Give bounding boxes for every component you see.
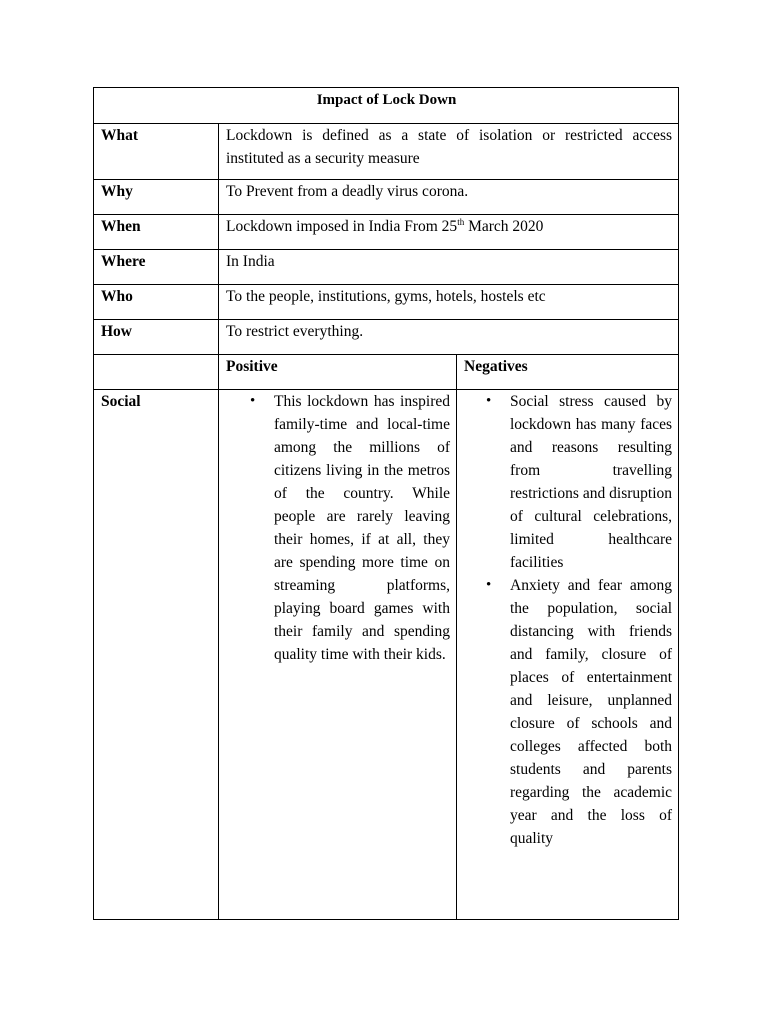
negative-bullet-item: • Anxiety and fear among the population, social distancing with friends and family, closure of places of entertainment and leisure, unplanned closure of schools and colleges affected both students and parents regarding the academic year and the loss of quality (510, 574, 672, 850)
negatives-cell (457, 390, 679, 920)
empty-header-cell (94, 355, 219, 390)
table-row-when (94, 215, 679, 250)
positive-list (226, 390, 450, 666)
column-header-negatives: Negatives (457, 355, 679, 390)
row-label-where: Where (94, 250, 219, 285)
row-text-why: To Prevent from a deadly virus corona. (219, 180, 679, 215)
row-label-who: Who (94, 285, 219, 320)
row-label-how: How (94, 320, 219, 355)
impact-table (93, 87, 679, 920)
positive-cell (219, 390, 457, 920)
when-text-end: March 2020 (464, 218, 544, 235)
table-title-row (94, 88, 679, 124)
table-row-social (94, 390, 679, 920)
row-label-why: Why (94, 180, 219, 215)
table-row-how (94, 320, 679, 355)
row-text-how: To restrict everything. (219, 320, 679, 355)
negative-bullet-item: • Social stress caused by lockdown has many faces and reasons resulting from travelling restrictions and disruption of cultural celebrations, limited healthcare facilities (510, 390, 672, 574)
row-label-what: What (94, 124, 219, 180)
table-row-why (94, 180, 679, 215)
when-text-start: Lockdown imposed in India From 25 (226, 218, 458, 235)
row-text-what: Lockdown is defined as a state of isolation or restricted access instituted as a security measure (219, 124, 679, 180)
table-header-row (94, 355, 679, 390)
table-row-who (94, 285, 679, 320)
row-label-when: When (94, 215, 219, 250)
row-text-when (219, 215, 679, 250)
row-text-where: In India (219, 250, 679, 285)
table-row-where (94, 250, 679, 285)
table-row-what (94, 124, 679, 180)
row-label-social: Social (94, 390, 219, 920)
row-text-who: To the people, institutions, gyms, hotels, hostels etc (219, 285, 679, 320)
negatives-list (464, 390, 672, 850)
positive-bullet-item: • This lockdown has inspired family-time and local-time among the millions of citizens living in the metros of the country. While people are rarely leaving their homes, if at all, they are spending more time on streaming platforms, playing board games with their family and spending quality time with their kids. (274, 390, 450, 666)
when-text-superscript: th (457, 217, 465, 227)
column-header-positive: Positive (219, 355, 457, 390)
table-title: Impact of Lock Down (94, 88, 679, 124)
